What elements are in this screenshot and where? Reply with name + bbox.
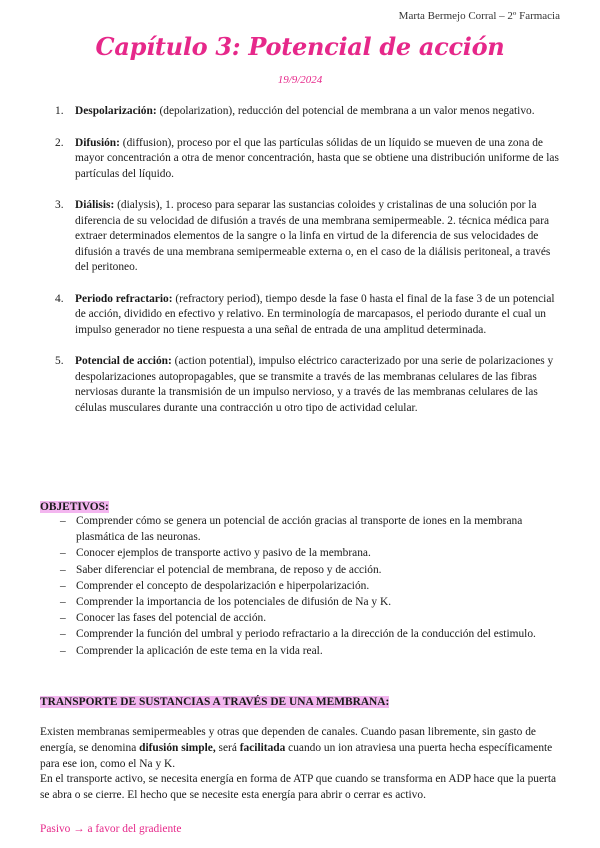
list-item-text: Comprender la función del umbral y periodo refractario a la dirección de la conducción del estimulo. — [76, 628, 536, 641]
definition-text: (depolarization), reducción del potencial de membrana a un valor menos negativo. — [156, 105, 535, 117]
list-item-text: Comprender la importancia de los potenciales de difusión de Na y K. — [76, 596, 392, 609]
term-difusion-simple: difusión simple, — [139, 741, 216, 754]
definition-term: Potencial de acción: — [75, 355, 172, 367]
item-number: 2. — [55, 136, 64, 149]
item-number: 3. — [55, 199, 64, 211]
list-item-text: Comprender cómo se genera un potencial de acción gracias al transporte de iones en la membrana plasmática de las neuronas. — [76, 515, 523, 544]
item-number: 1. — [55, 105, 64, 117]
list-item — [40, 562, 560, 578]
list-item — [40, 578, 560, 594]
bullet-dash: – — [60, 515, 66, 527]
list-item — [40, 545, 560, 561]
list-item-text: Conocer las fases del potencial de acción. — [76, 612, 267, 625]
item-number: 5. — [55, 355, 64, 367]
definition-term: Difusión: — [75, 136, 120, 149]
definition-item — [40, 198, 560, 276]
passive-note: Pasivo → a favor del gradiente — [40, 823, 182, 835]
transport-heading-text: TRANSPORTE DE SUSTANCIAS A TRAVÉS DE UNA MEMBRANA: — [40, 696, 390, 708]
page-date: 19/9/2024 — [277, 74, 323, 86]
definition-text: (diffusion), proceso por el que las partículas sólidas de un líquido se mueven de una zona de mayor concentración a otra de menor concentración, hasta que se obtiene una distribución uniforme de las partículas del líquido. — [75, 136, 559, 180]
definition-term: Diálisis: — [75, 199, 115, 211]
definition-text: (dialysis), 1. proceso para separar las sustancias coloides y cristalinas de una solución por la diferencia de su velocidad de difusión a través de una membrana semipermeable. 2. técnica médica para extraer determinados elementos de la sangre o la linfa en virtud de la diferencia de sus velocidades de difusión a través de una membrana semipermeable externa o, en el caso de la diálisis peritoneal, a través del peritoneo. — [75, 199, 551, 273]
list-item-text: Comprender la aplicación de este tema en la vida real. — [76, 644, 323, 657]
bullet-dash: – — [60, 596, 66, 609]
list-item-text: Comprender el concepto de despolarización e hiperpolarización. — [76, 579, 370, 592]
objectives-heading-text: OBJETIVOS: — [40, 501, 109, 513]
item-number: 4. — [55, 292, 64, 305]
page-title: Capítulo 3: Potencial de acción — [95, 32, 505, 61]
bullet-dash: – — [60, 563, 66, 576]
list-item — [40, 643, 560, 659]
definition-item — [40, 104, 560, 120]
bullet-dash: – — [60, 579, 66, 592]
list-item — [40, 626, 560, 642]
paragraph-text: cuando un ion atraviesa una puerta hecha específicamente para ese ion, como el Na y K. — [40, 741, 553, 770]
transport-heading — [40, 692, 389, 710]
list-item-text: Conocer ejemplos de transporte activo y pasivo de la membrana. — [76, 547, 371, 560]
author-header: Marta Bermejo Corral – 2º Farmacia — [398, 10, 560, 22]
bullet-dash: – — [60, 547, 66, 560]
definition-text: (refractory period), tiempo desde la fase 0 hasta el final de la fase 3 de un potencial de acción, dividido en efectivo y relativo. En terminología de marcapasos, el periodo durante el cual un impulso generador no tiene respuesta a una señal de entrada de una amplitud determinada. — [75, 292, 555, 336]
list-item-text: Saber diferenciar el potencial de membrana, de reposo y de acción. — [76, 563, 382, 576]
paragraph-text: Existen membranas semipermeables y otras que dependen de canales. Cuando pasan libremente, sin gasto de energía, se denomina — [40, 726, 536, 754]
list-item — [40, 594, 560, 610]
paragraph-text: será — [215, 741, 240, 754]
paragraph-text: En el transporte activo, se necesita energía en forma de ATP que cuando se transforma en ADP hace que la puerta se abra o se cierre. El hecho que se necesite esta energía para abrir o cerrar es activo. — [40, 773, 557, 802]
objectives-list — [40, 513, 560, 659]
definitions-list — [40, 104, 560, 432]
definition-text: (action potential), impulso eléctrico caracterizado por una serie de polarizaciones y despolarizaciones autopropagables, que se transmite a través de las membranas celulares de las fibras nerviosas durante la transmisión de un impulso nervioso, y a través de las membranas celulares de las células musculares durante una contracción u otro tipo de actividad celular. — [75, 355, 554, 414]
definition-item — [40, 354, 560, 416]
list-item — [40, 513, 560, 545]
bullet-dash: – — [60, 612, 66, 625]
term-facilitada: facilitada — [239, 741, 286, 754]
definition-item — [40, 136, 560, 183]
bullet-dash: – — [60, 644, 66, 657]
bullet-dash: – — [60, 628, 66, 641]
list-item — [40, 610, 560, 626]
transport-paragraph — [40, 725, 560, 804]
definition-term: Periodo refractario: — [75, 292, 173, 305]
definition-term: Despolarización: — [75, 105, 157, 117]
definition-item — [40, 292, 560, 339]
